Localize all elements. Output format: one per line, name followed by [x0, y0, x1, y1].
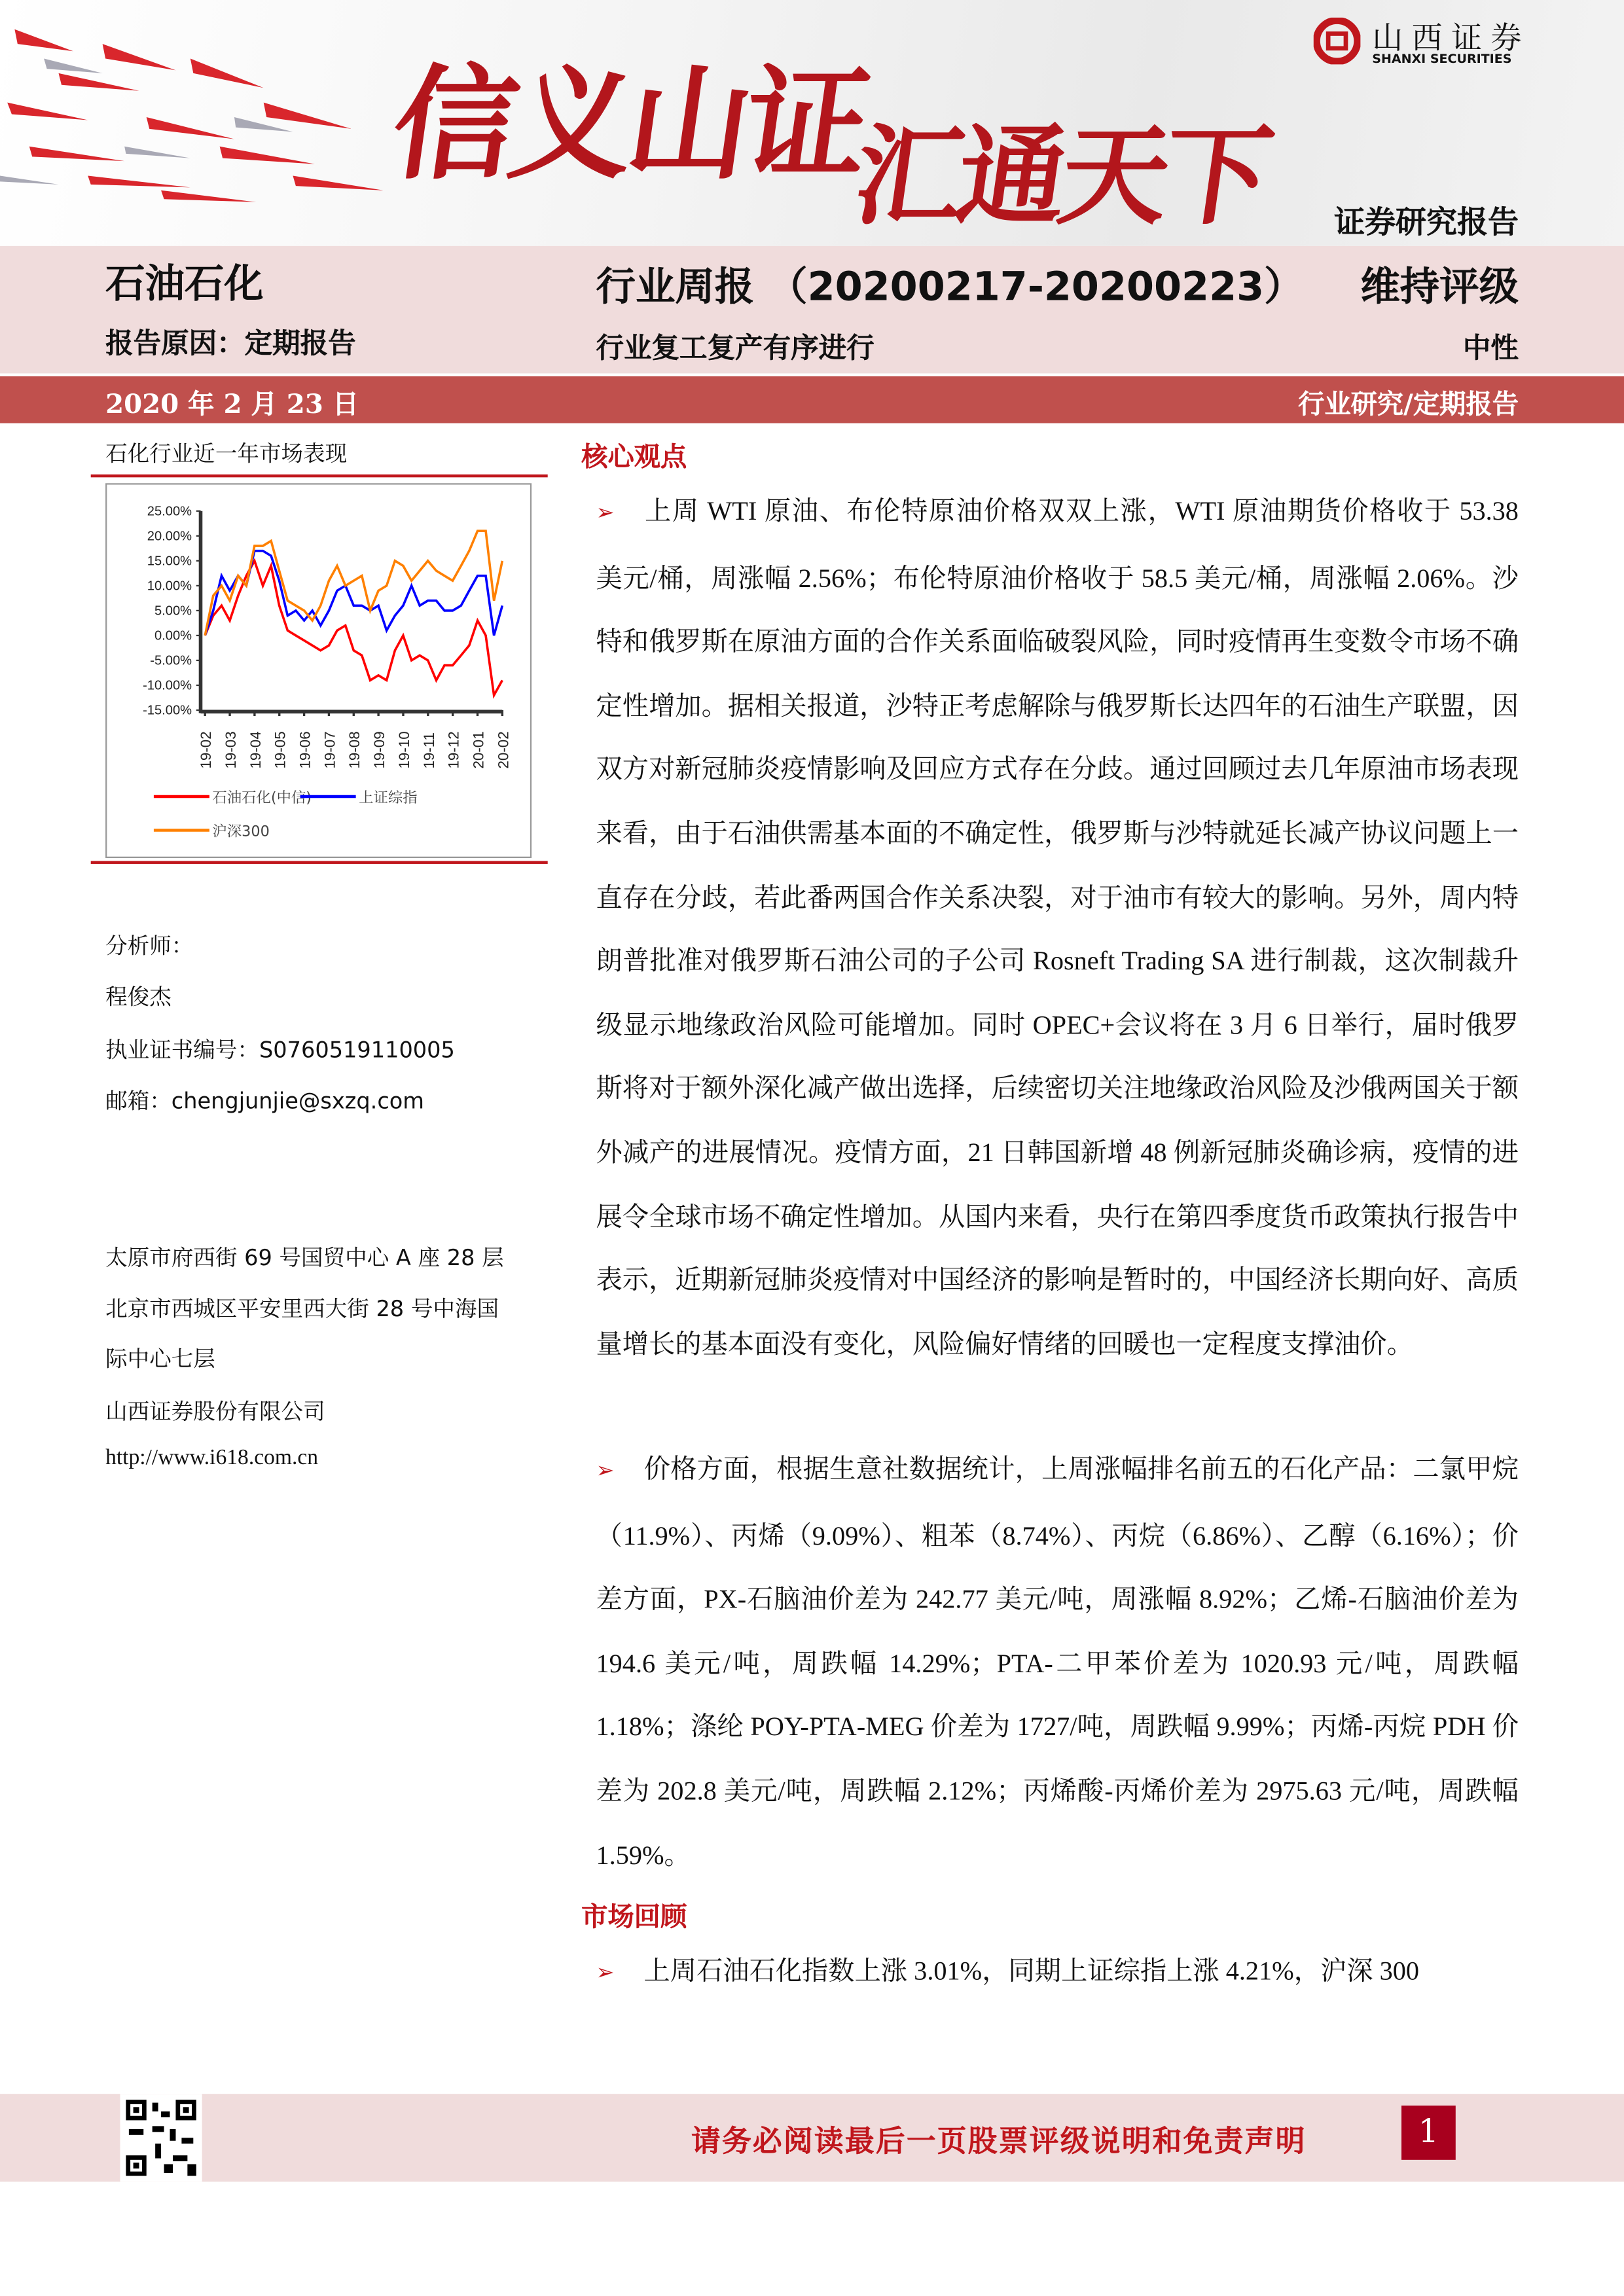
report-title: 行业周报 （20200217-20200223）: [596, 264, 1304, 311]
market-chart: [105, 483, 532, 858]
y-tick-label: 10.00%: [147, 579, 192, 594]
company-url[interactable]: http://www.i618.com.cn: [105, 1446, 319, 1471]
address-beijing-cont: 际中心七层: [105, 1345, 215, 1372]
y-tick-label: -10.00%: [143, 678, 192, 693]
y-tick-label: 15.00%: [147, 554, 192, 569]
paragraph-text: 上周石油石化指数上涨 3.01%，同期上证综指上涨 4.21%，沪深 300: [643, 1956, 1420, 1986]
date-band: [0, 376, 1624, 423]
address-beijing: 北京市西城区平安里西大街 28 号中海国: [105, 1295, 499, 1323]
paragraph-text: 上周 WTI 原油、布伦特原油价格双双上涨，WTI 原油期货价格收于 53.38 美元/桶，周涨幅 2.56%；布伦特原油价格收于 58.5 美元/桶，周涨幅 2.06%。沙特和俄罗斯在原油方面的合作关系面临破裂风险，同时疫情再生变数令市场不确定性增加。据相关报道，沙特正考虑解除与俄罗斯长达四年的石油生产联盟，因双方对新冠肺炎疫情影响及回应方式存在分歧。通过回顾过去几年原油市场表现来看，由于石油供需基本面的不确定性，俄罗斯与沙特就延长减产协议问题上一直存在分歧，若此番两国合作关系决裂，对于油市有较大的影响。另外，周内特朗普批准对俄罗斯石油公司的子公司 Rosneft Trading SA 进行制裁，这次制裁升级显示地缘政治风险可能增加。同时 OPEC+会议将在 3 月 6 日举行，届时俄罗斯将对于额外深化减产做出选择，后续密切关注地缘政治风险及沙俄两国关于额外减产的进展情况。疫情方面，21 日韩国新增 48 例新冠肺炎确诊病，疫情的进展令全球市场不确定性增加。从国内来看，央行在第四季度货币政策执行报告中表示，近期新冠肺炎疫情对中国经济的影响是暂时的，中国经济长期向好、高质量增长的基本面没有变化，风险偏好情绪的回暖也一定程度支撑油价。: [596, 496, 1519, 1359]
x-tick-label: 19-08: [346, 731, 363, 769]
shanxi-securities-seal-icon: [1314, 18, 1361, 65]
x-tick-label: 20-02: [495, 731, 512, 769]
x-tick-label: 19-12: [445, 731, 462, 769]
legend-label: 石油石化(中信): [212, 789, 312, 806]
x-tick-label: 19-05: [272, 731, 289, 769]
analyst-email[interactable]: 邮箱：chengjunjie@sxzq.com: [105, 1088, 425, 1115]
report-subtitle: 行业复工复产有序进行: [596, 332, 875, 365]
paragraph-market: [596, 1940, 1519, 2007]
doc-type: 证券研究报告: [1334, 205, 1519, 240]
series-line: [205, 531, 502, 636]
y-tick-label: -15.00%: [143, 703, 192, 718]
company-name: 山西证券股份有限公司: [105, 1398, 325, 1425]
bullet-arrow-icon: ➢: [596, 1962, 615, 1986]
report-date: 2020 年 2 月 23 日: [105, 389, 359, 421]
x-tick-label: 19-06: [297, 731, 314, 769]
slogan-left: 信义山证: [384, 51, 873, 196]
x-tick-label: 19-03: [223, 731, 240, 769]
paragraph-prices: [596, 1438, 1519, 1888]
paragraph-oil: [596, 480, 1519, 1377]
brand-cn: 山西证券: [1372, 20, 1530, 56]
series-line: [205, 551, 502, 636]
x-tick-label: 20-01: [470, 731, 487, 769]
market-chart-svg: [107, 485, 530, 857]
y-tick-label: 25.00%: [147, 504, 192, 519]
y-tick-label: 0.00%: [154, 628, 192, 643]
divider: [91, 861, 548, 863]
qr-code-icon: [120, 2094, 202, 2181]
x-tick-label: 19-09: [371, 731, 388, 769]
header-banner: [0, 0, 1624, 246]
rating-label: 维持评级: [1360, 264, 1519, 311]
y-tick-label: 20.00%: [147, 529, 192, 544]
disclaimer-notice: 请务必阅读最后一页股票评级说明和免责声明: [691, 2123, 1307, 2159]
x-tick-label: 19-02: [198, 731, 215, 769]
report-category: 行业研究/定期报告: [1298, 389, 1519, 421]
section-market-review: 市场回顾: [581, 1902, 687, 1933]
legend-label: 沪深300: [212, 823, 270, 840]
brand-en: SHANXI SECURITIES: [1372, 52, 1512, 67]
chart-title: 石化行业近一年市场表现: [105, 440, 348, 467]
footer-band: [0, 2094, 1624, 2181]
address-taiyuan: 太原市府西街 69 号国贸中心 A 座 28 层: [105, 1244, 504, 1271]
x-tick-label: 19-04: [247, 731, 264, 769]
x-tick-label: 19-11: [420, 732, 437, 769]
paragraph-text: 价格方面，根据生意社数据统计，上周涨幅排名前五的石化产品：二氯甲烷（11.9%）、丙烯（9.09%）、粗苯（8.74%）、丙烷（6.86%）、乙醇（6.16%）；价差方面，PX-石脑油价差为 242.77 美元/吨，周涨幅 8.92%；乙烯-石脑油价差为 194.6 美元/吨，周跌幅 14.29%；PTA-二甲苯价差为 1020.93 元/吨，周跌幅 1.18%；涤纶 POY-PTA-MEG 价差为 1727/吨，周跌幅 9.99%；丙烯-丙烷 PDH 价差为 202.8 美元/吨，周跌幅 2.12%；丙烯酸-丙烯价差为 2975.63 元/吨，周跌幅 1.59%。: [596, 1454, 1519, 1869]
report-reason: 报告原因：定期报告: [105, 328, 356, 361]
divider: [91, 475, 548, 477]
rating-value: 中性: [1462, 332, 1519, 365]
bullet-arrow-icon: ➢: [596, 502, 615, 526]
analyst-label: 分析师：: [105, 933, 194, 960]
industry-name: 石油石化: [105, 262, 264, 308]
bullet-arrow-icon: ➢: [596, 1460, 615, 1484]
slogan-right: 汇通天下: [846, 114, 1274, 240]
x-tick-label: 19-07: [321, 731, 338, 769]
analyst-name: 程俊杰: [105, 984, 171, 1011]
legend-label: 上证综指: [359, 789, 418, 806]
analyst-cert: 执业证书编号：S0760519110005: [105, 1036, 455, 1064]
y-tick-label: 5.00%: [154, 603, 192, 619]
y-tick-label: -5.00%: [150, 653, 192, 668]
section-core-views: 核心观点: [581, 442, 687, 473]
arrows-decoration-icon: [0, 0, 410, 246]
title-band: [0, 246, 1624, 374]
page-number: 1: [1401, 2106, 1456, 2160]
x-tick-label: 19-10: [395, 731, 412, 769]
